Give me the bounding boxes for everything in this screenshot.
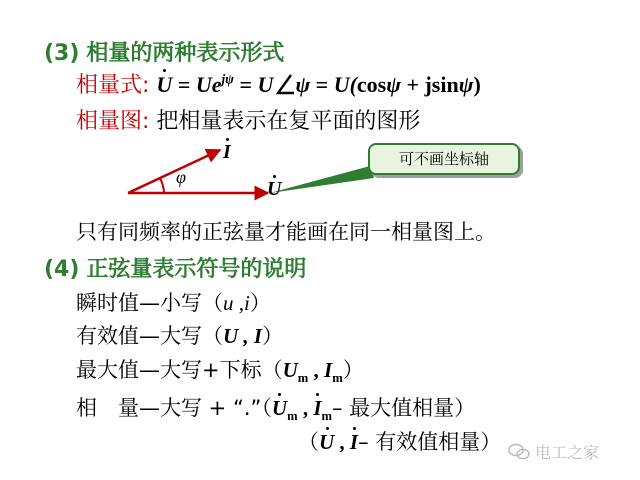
row-effective: 有效值—大写（U , I） [76, 324, 284, 348]
formula-exp-base: Ue [195, 72, 222, 97]
wechat-logo-icon [508, 443, 530, 461]
instantaneous-symbols: u ,i [223, 291, 250, 315]
watermark [508, 440, 599, 463]
current-phasor-line [128, 150, 220, 193]
formula-plus: + [400, 72, 425, 97]
formula-u-paren: U( [333, 72, 357, 97]
formula-psi1: ψ [386, 72, 401, 97]
formula-close: ) [473, 72, 481, 97]
formula-lhs: U [156, 72, 173, 97]
formula-eq2: = [234, 72, 258, 97]
diagram-label: 相量图: [76, 109, 150, 134]
formula-angle-psi: ψ [295, 72, 311, 97]
angle-label: φ [176, 167, 186, 187]
formula-angle-u: U [257, 72, 274, 97]
angle-arc [160, 178, 164, 193]
row-phasor-effective: （U , I– 有效值相量） [298, 430, 502, 454]
current-phasor-label: I [223, 141, 231, 163]
formula-eq1: = [172, 72, 196, 97]
formula-cos: cos [356, 72, 387, 97]
diagram-description: 把相量表示在复平面的图形 [156, 109, 421, 134]
section4-number: (4) [44, 257, 80, 282]
voltage-phasor-label: U [267, 178, 282, 200]
section3-title: 相量的两种表示形式 [86, 41, 285, 66]
callout-pointer [270, 166, 374, 193]
section4-title: 正弦量表示符号的说明 [86, 257, 307, 282]
formula-psi2: ψ [458, 72, 474, 97]
formula-jsin: jsin [424, 72, 459, 97]
effective-symbols: U , I [223, 324, 263, 348]
section4-heading [44, 252, 306, 283]
watermark-text: 电工之家 [535, 443, 600, 462]
same-frequency-note: 只有同频率的正弦量才能画在同一相量图上。 [76, 220, 496, 244]
row-maximum: 最大值—大写+下标（$U_m$ , $I_m$） [76, 358, 364, 386]
row-instantaneous: 瞬时值—小写（u ,i） [76, 291, 271, 315]
section3-number: (3) [44, 41, 80, 66]
callout-box: 可不画坐标轴 [368, 143, 520, 175]
formula-exponent: jψ [221, 71, 234, 87]
row-phasor-max: 相 量—大写 + “$.”(U_m$ , $I_m-$ 最大值相量） [76, 396, 476, 424]
formula-eq3: = [310, 72, 334, 97]
formula-label: 相量式: [76, 73, 150, 98]
